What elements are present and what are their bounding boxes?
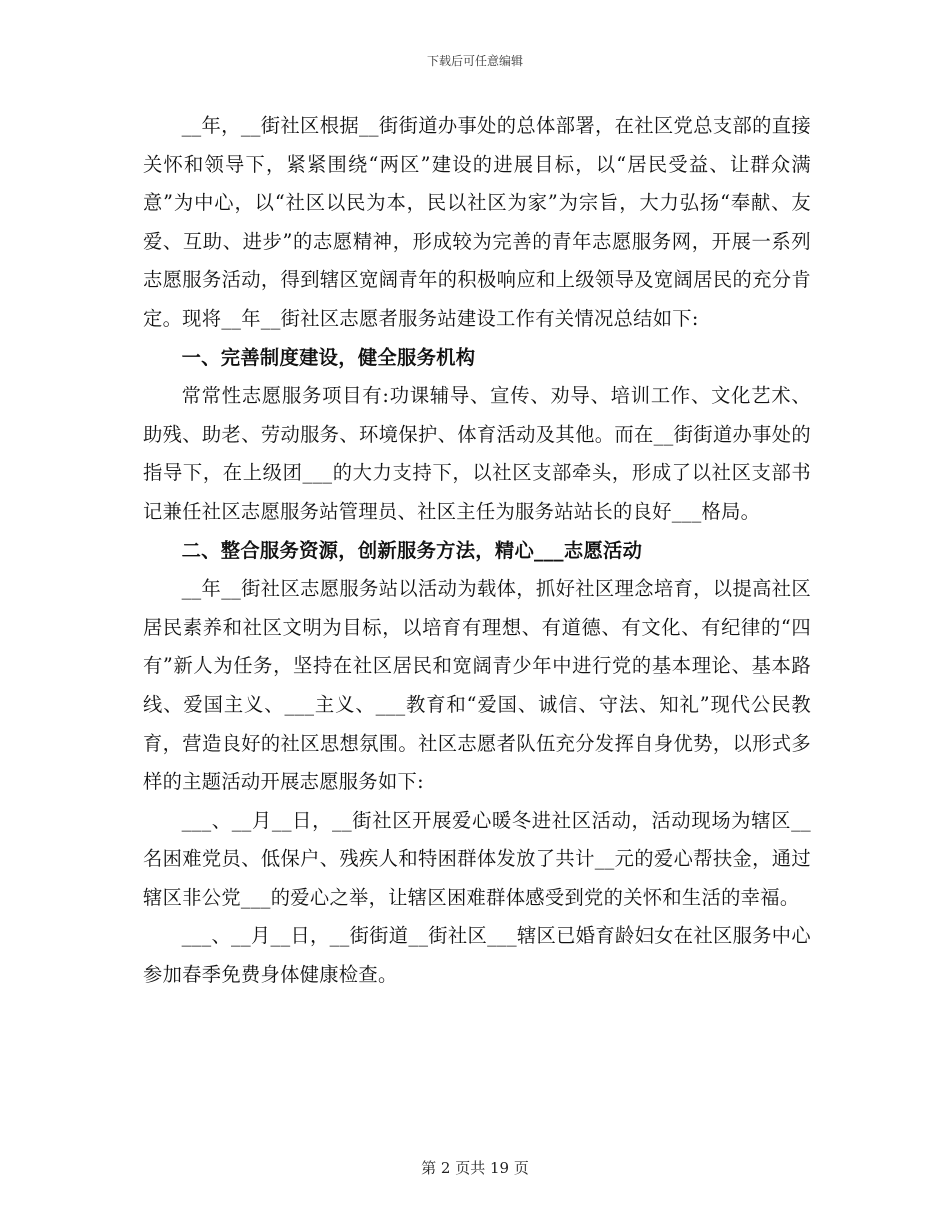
section-heading-1: 一、完善制度建设，健全服务机构 <box>181 345 476 369</box>
page-number: 第 2 页共 19 页 <box>421 1159 529 1177</box>
intro-paragraph: __年，__街社区根据__街街道办事处的总体部署，在社区党总支部的直接关怀和领导下，紧紧围绕“两区”建设的进展目标，以“居民受益、让群众满意”为中心，以“社区以民为本，民以社区为家”为宗旨，大力弘扬“奉献、友爱、互助、进步”的志愿精神，形成较为完善的青年志愿服务网，开展一系列志愿服务活动，得到辖区宽阔青年的积极响应和上级领导及宽阔居民的充分肯定。现将__年__街社区志愿者服务站建设工作有关情况总结如下: <box>143 114 811 330</box>
activity-paragraph-2: ___、__月__日，__街街道__街社区___辖区已婚育龄妇女在社区服务中心参加春季免费身体健康检查。 <box>143 924 811 987</box>
document-body <box>143 107 811 995</box>
section-2-paragraph: __年__街社区志愿服务站以活动为载体，抓好社区理念培育，以提高社区居民素养和社区文明为目标，以培育有理想、有道德、有文化、有纪律的“四有”新人为任务，坚持在社区居民和宽阔青少年中进行党的基本理论、基本路线、爱国主义、___主义、___教育和“爱国、诚信、守法、知礼”现代公民教育，营造良好的社区思想氛围。社区志愿者队伍充分发挥自身优势，以形式多样的主题活动开展志愿服务如下: <box>143 577 811 794</box>
page-header: 下载后可任意编辑 <box>426 54 523 68</box>
section-1-paragraph: 常常性志愿服务项目有:功课辅导、宣传、劝导、培训工作、文化艺术、助残、助老、劳动服务、环境保护、体育活动及其他。而在__街街道办事处的指导下，在上级团___的大力支持下，以社区支部牵头，形成了以社区支部书记兼任社区志愿服务站管理员、社区主任为服务站站长的良好___格局。 <box>143 384 811 523</box>
activity-paragraph-1: ___、__月__日，__街社区开展爱心暖冬进社区活动，活动现场为辖区__名困难党员、低保户、残疾人和特困群体发放了共计__元的爱心帮扶金，通过辖区非公党___的爱心之举，让辖区困难群体感受到党的关怀和生活的幸福。 <box>143 808 811 909</box>
section-heading-2: 二、整合服务资源，创新服务方法，精心___志愿活动 <box>181 538 643 562</box>
